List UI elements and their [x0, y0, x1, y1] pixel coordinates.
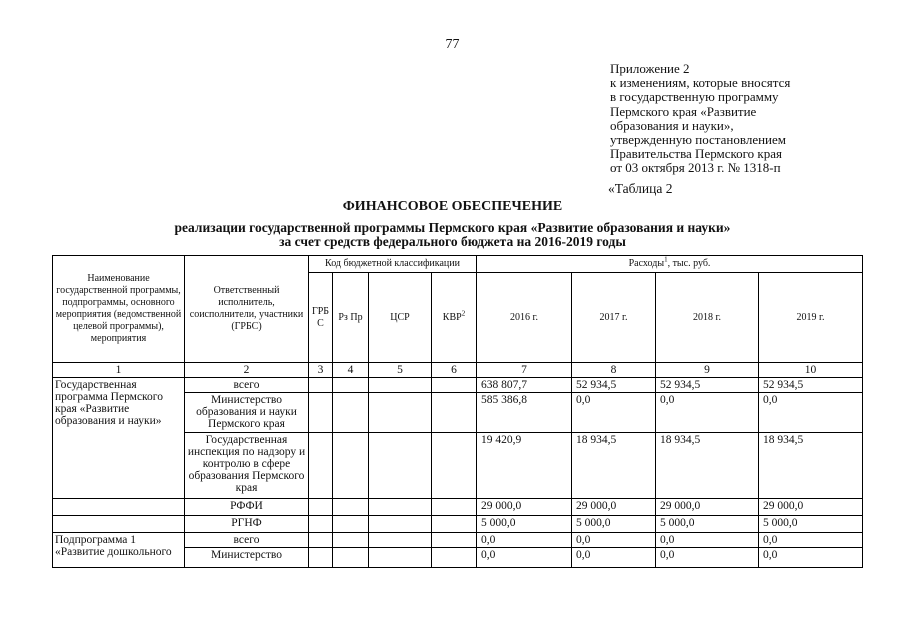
executor-cell: Министерство	[185, 548, 309, 568]
rzpr-cell	[333, 378, 369, 393]
value-2019: 18 934,5	[759, 433, 863, 499]
value-2017: 18 934,5	[572, 433, 656, 499]
grbs-cell	[309, 548, 333, 568]
csr-cell	[369, 499, 432, 516]
header-expenses	[477, 256, 863, 273]
column-number: 7	[477, 363, 572, 378]
column-number: 5	[369, 363, 432, 378]
value-2019: 0,0	[759, 548, 863, 568]
column-number: 9	[656, 363, 759, 378]
value-2019: 0,0	[759, 393, 863, 433]
value-2017: 0,0	[572, 393, 656, 433]
appendix-line: образования и науки»,	[610, 117, 734, 133]
table-row	[53, 516, 863, 533]
header-year-2017: 2017 г.	[572, 273, 656, 363]
appendix-line: от 03 октября 2013 г. № 1318-п	[610, 160, 781, 176]
rzpr-cell	[333, 533, 369, 548]
grbs-cell	[309, 533, 333, 548]
page-number: 77	[445, 37, 460, 52]
column-number: 1	[53, 363, 185, 378]
subprogram-name: Подпрограмма 1 «Развитие дошкольного	[53, 533, 185, 568]
kvr-cell	[432, 378, 477, 393]
executor-cell: всего	[185, 378, 309, 393]
csr-cell	[369, 378, 432, 393]
rzpr-cell	[333, 393, 369, 433]
appendix-line: Приложение 2	[610, 61, 690, 76]
rzpr-cell	[333, 499, 369, 516]
value-2017: 52 934,5	[572, 378, 656, 393]
subtitle-line-1: реализации государственной программы Пермского края «Развитие образования и науки»	[174, 220, 731, 235]
rzpr-cell	[333, 516, 369, 533]
table-row	[53, 499, 863, 516]
value-2017: 0,0	[572, 548, 656, 568]
value-2016: 0,0	[477, 533, 572, 548]
value-2018: 29 000,0	[656, 499, 759, 516]
header-name: Наименование государственной программы, подпрограммы, основного мероприятия (ведомственной целевой программы), мероприятия	[53, 256, 185, 363]
column-number: 6	[432, 363, 477, 378]
header-csr: ЦСР	[369, 273, 432, 363]
csr-cell	[369, 393, 432, 433]
executor-cell: РФФИ	[185, 499, 309, 516]
kvr-label: КВР	[442, 311, 462, 323]
column-number: 10	[759, 363, 863, 378]
appendix-line: к изменениям, которые вносятся	[610, 75, 791, 91]
kvr-cell	[432, 433, 477, 499]
grbs-cell	[309, 499, 333, 516]
value-2018: 52 934,5	[656, 378, 759, 393]
value-2018: 0,0	[656, 548, 759, 568]
value-2016: 585 386,8	[477, 393, 572, 433]
grbs-cell	[309, 433, 333, 499]
grbs-cell	[309, 516, 333, 533]
executor-cell: Государственная инспекция по надзору и контролю в сфере образования Пермского края	[185, 433, 309, 499]
value-2017: 5 000,0	[572, 516, 656, 533]
header-grbs: ГРБС	[309, 273, 333, 363]
value-2017: 29 000,0	[572, 499, 656, 516]
value-2016: 19 420,9	[477, 433, 572, 499]
value-2016: 5 000,0	[477, 516, 572, 533]
value-2016: 0,0	[477, 548, 572, 568]
document-title: ФИНАНСОВОЕ ОБЕСПЕЧЕНИЕ	[342, 199, 563, 214]
executor-cell: Министерство образования и науки Пермского края	[185, 393, 309, 433]
expenses-footnote: 1	[664, 255, 668, 264]
kvr-cell	[432, 499, 477, 516]
value-2018: 18 934,5	[656, 433, 759, 499]
value-2018: 5 000,0	[656, 516, 759, 533]
appendix-line: Пермского края «Развитие	[610, 103, 757, 119]
value-2019: 52 934,5	[759, 378, 863, 393]
header-rzpr: Рз Пр	[333, 273, 369, 363]
header-kvr	[432, 273, 477, 363]
column-number: 2	[185, 363, 309, 378]
csr-cell	[369, 533, 432, 548]
appendix-line: в государственную программу	[610, 89, 779, 105]
column-number: 3	[309, 363, 333, 378]
kvr-cell	[432, 393, 477, 433]
kvr-cell	[432, 533, 477, 548]
csr-cell	[369, 548, 432, 568]
table-row	[53, 378, 863, 393]
csr-cell	[369, 516, 432, 533]
value-2019: 5 000,0	[759, 516, 863, 533]
kvr-footnote: 2	[461, 309, 466, 318]
kvr-cell	[432, 548, 477, 568]
name-cell	[53, 499, 185, 516]
header-year-2019: 2019 г.	[759, 273, 863, 363]
value-2017: 0,0	[572, 533, 656, 548]
column-number-row	[53, 363, 863, 378]
kvr-cell	[432, 516, 477, 533]
csr-cell	[369, 433, 432, 499]
expenses-label: Расходы	[628, 258, 665, 269]
header-executor: Ответственный исполнитель, соисполнители, участники (ГРБС)	[185, 256, 309, 363]
document-subtitle	[0, 221, 905, 249]
value-2019: 0,0	[759, 533, 863, 548]
rzpr-cell	[333, 433, 369, 499]
expenses-unit: , тыс. руб.	[667, 258, 711, 269]
value-2016: 638 807,7	[477, 378, 572, 393]
grbs-cell	[309, 393, 333, 433]
header-year-2016: 2016 г.	[477, 273, 572, 363]
header-year-2018: 2018 г.	[656, 273, 759, 363]
column-number: 8	[572, 363, 656, 378]
table-row	[53, 533, 863, 548]
value-2019: 29 000,0	[759, 499, 863, 516]
subtitle-line-2: за счет средств федерального бюджета на 2016-2019 годы	[279, 234, 626, 249]
executor-cell: всего	[185, 533, 309, 548]
table-reference: «Таблица 2	[608, 181, 673, 196]
value-2018: 0,0	[656, 393, 759, 433]
finance-table	[52, 255, 863, 568]
column-number: 4	[333, 363, 369, 378]
rzpr-cell	[333, 548, 369, 568]
value-2018: 0,0	[656, 533, 759, 548]
grbs-cell	[309, 378, 333, 393]
program-name: Государственная программа Пермского края «Развитие образования и науки»	[53, 378, 185, 499]
appendix-line: утвержденную постановлением	[610, 132, 787, 148]
appendix-line: Правительства Пермского края	[610, 146, 782, 162]
name-cell	[53, 516, 185, 533]
executor-cell: РГНФ	[185, 516, 309, 533]
header-budget-code: Код бюджетной классификации	[309, 256, 477, 273]
appendix-note	[610, 62, 870, 176]
value-2016: 29 000,0	[477, 499, 572, 516]
